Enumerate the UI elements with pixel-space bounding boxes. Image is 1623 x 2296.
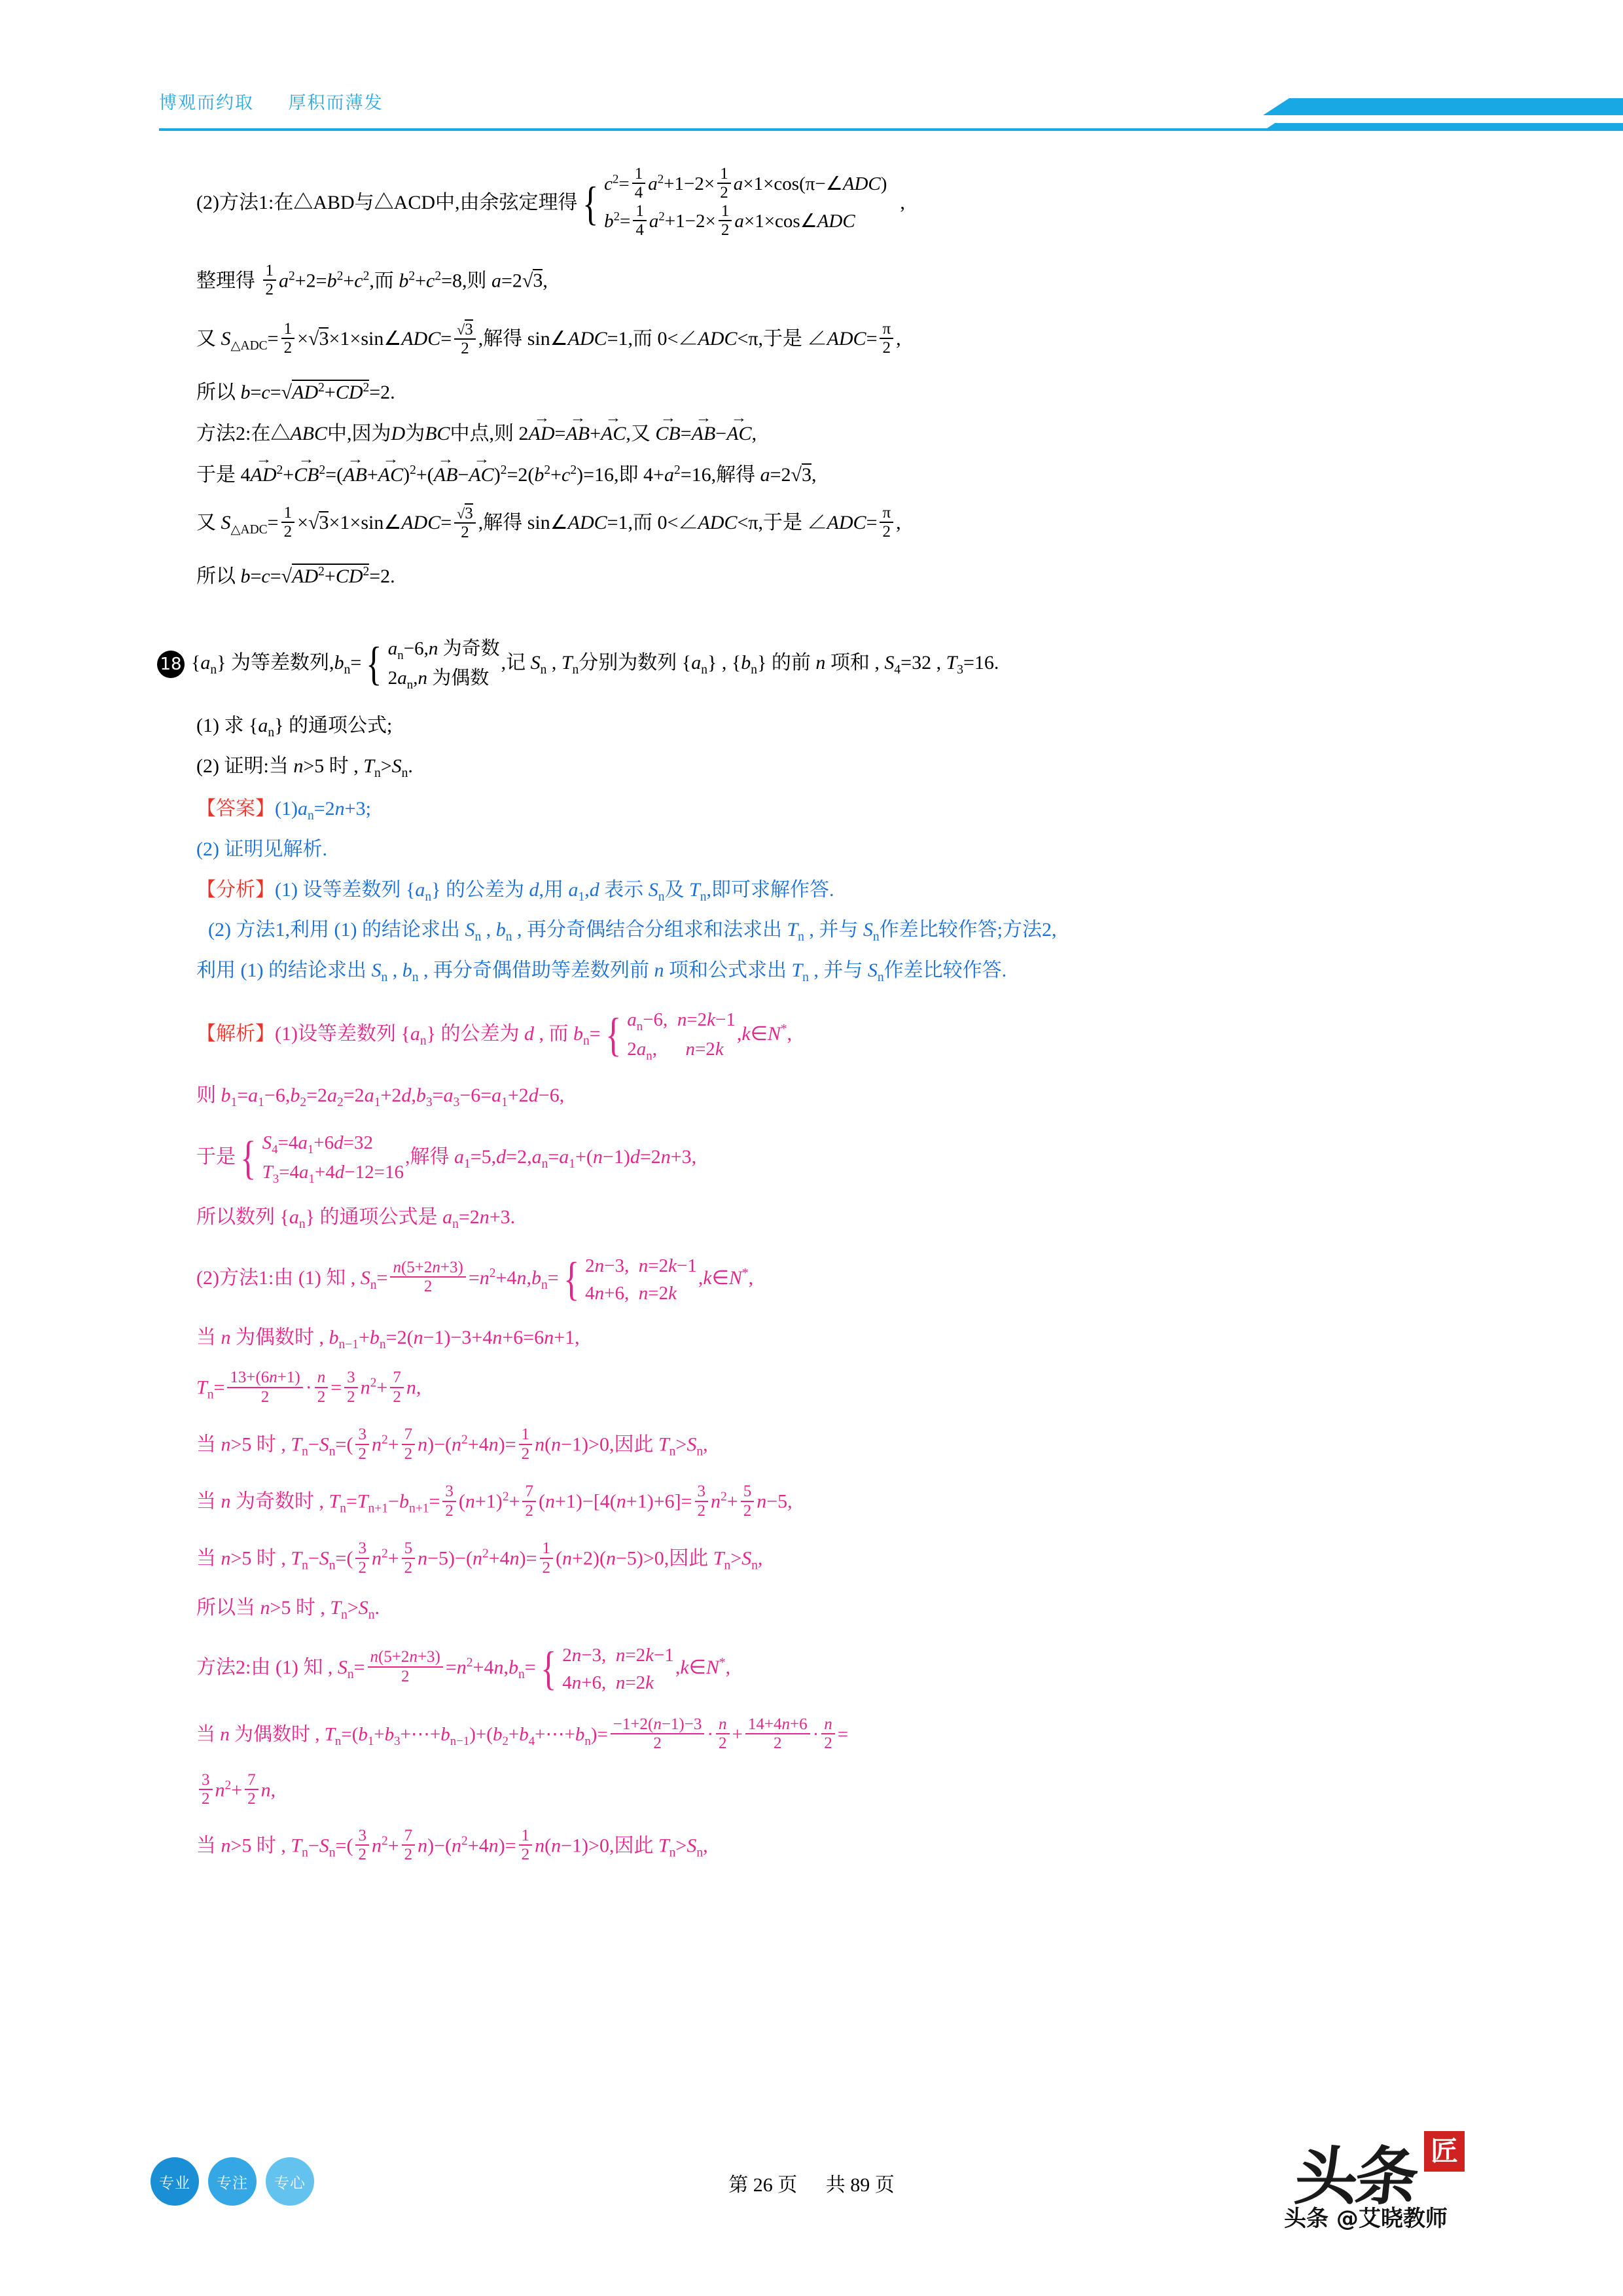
q17-line-4: 所以 $b=c=√AD^2+CD^2=2$. — [196, 381, 395, 403]
footer-page-label: 第 26 页 — [728, 2174, 798, 2196]
q18-answer-line-2: (2) 证明见解析. — [196, 838, 327, 860]
document-body — [160, 165, 1440, 1866]
q18-solution-line-13: 当 n 为偶数时 , $T_n=(b_1+b_3+\cdots+b_{n-1})+(b_2+b_4+\cdots+b_n)=$ $\frac{-1+2(n-1)-3}{2}$ · $\frac{n}{2}$ + $\frac{14+4n+6}{2}$ · $\frac{n}{2}$ = — [196, 1715, 849, 1753]
q18-solution-line-11: 所以当 n>5 时 , $T_n>S_n$. — [196, 1597, 380, 1623]
q18-solution-line-7: $T_n=$ $\frac{13+(6n+1)}{2}$ · $\frac{n}{2}$ = $\frac{3}{2}$ $n^2+$ $\frac{7}{2}$ n, — [196, 1369, 421, 1406]
q18-sol-system-1: { $a_n-6$, n=2k−1 $2a_n$, n=2k — [605, 1009, 736, 1064]
q18-sub-1: (1) 求 $\{a_n\}$ 的通项公式; — [196, 715, 393, 740]
q18-stem: 18 $\{a_n\}$ 为等差数列$,b_n=$ { $a_n-6,n$ 为奇数 $2a_n,n$ 为偶数 ,记 $S_n$ , $T_n$分别为数列 $\{a_n\}$ , $\{b_n\}$ 的前 n 项和 , $S_4=32$ , $T_3=16$. — [157, 635, 1440, 694]
q18-sol-system-4: { 2n−3, n=2k−1 4n+6, n=2k — [540, 1641, 674, 1695]
footer-total-label: 共 89 页 — [825, 2174, 895, 2196]
q17-line-1: (2)方法1:在△ABD与△ACD中,由余弦定理得 { $c^2=$ $\frac{1}{4}$ $a^2+1-2\times$ $\frac{1}{2}$ a×1×cos(π−∠ADC) $b^2=$ $\frac{1}{4}$ $a^2+1-2\times$ $\frac{1}{2}$ a×1×cos∠ADC , — [196, 167, 1440, 242]
publisher-logo — [1284, 2127, 1512, 2232]
q18-solution-line-4: 所以数列 $\{a_n\}$ 的通项公式是 $a_n=2n+3$. — [196, 1206, 516, 1232]
q17-system-1: { $c^2=$ $\frac{1}{4}$ $a^2+1-2\times$ $\frac{1}{2}$ a×1×cos(π−∠ADC) $b^2=$ $\frac{1}{4}$ $a^2+1-2\times$ $\frac{1}{2}$ a×1×cos∠ADC — [582, 165, 887, 240]
q18-number-badge: 18 — [157, 651, 185, 678]
q18-solution-line-3: 于是 { $S_4=4a_1+6d=32$ $T_3=4a_1+4d-12=16$ ,解得 $a_1=5,d=2,a_n=a_1+(n-1)d=2n+3$, — [196, 1129, 1440, 1188]
q18-analysis-line-2: (2) 方法1,利用 (1) 的结论求出 $S_n$ , $b_n$ , 再分奇偶结合分组求和法求出 $T_n$ , 并与 $S_n$作差比较作答;方法2, — [208, 919, 1057, 944]
header-rule — [159, 128, 1468, 131]
footer-badge-1: 专业 — [151, 2157, 199, 2206]
q17-line-7: 又 $S_{\triangle ADC}=$ $\frac{1}{2}$ ×√3×1×sin∠ADC= $\frac{√3}{2}$ ,解得 sin∠ADC=1,而 0<∠ADC<π,于是 ∠ADC= $\frac{\pi}{2}$ , — [196, 503, 901, 542]
footer-badge-3: 专心 — [266, 2157, 314, 2206]
q18-solution-line-2: 则 $b_1=a_1-6,b_2=2a_2=2a_1+2d,b_3=a_3-6=a_1+2d-6$, — [196, 1085, 565, 1110]
q18-sub-2: (2) 证明:当 n>5 时 , $T_n>S_n$. — [196, 755, 413, 780]
q18-analysis-line-1: 【分析】(1) 设等差数列 $\{a_n\}$ 的公差为 d,用 $a_1,d$ 表示 $S_n$及 $T_n$,即可求解作答. — [196, 878, 834, 904]
q17-line-8: 所以 $b=c=√AD^2+CD^2=2$. — [196, 565, 395, 587]
q18-solution-line-6: 当 n 为偶数时 , $b_{n-1}+b_n=2(n-1)-3+4n+6=6n+1$, — [196, 1326, 580, 1352]
header-motto-left: 博观而约取 — [159, 93, 254, 113]
header-motto-right: 厚积而薄发 — [288, 93, 383, 113]
q17-line-3: 又 $S_{\triangle ADC}=$ $\frac{1}{2}$ ×√3×1×sin∠ADC= $\frac{√3}{2}$ ,解得 sin∠ADC=1,而 0<∠ADC<π,于是 ∠ADC= $\frac{\pi}{2}$ , — [196, 319, 901, 358]
logo-handle: 头条 @艾晓教师 — [1284, 2206, 1448, 2232]
q18-solution-line-8: 当 n>5 时 , $T_n-S_n=$( $\frac{3}{2}$ $n^2+$ $\frac{7}{2}$ $n)-(n^2+4n)=$ $\frac{1}{2}$ n(n−1)>0,因此 $T_n>S_n$, — [196, 1426, 708, 1463]
q17-line-6: 于是 $4\to AD^2+\to CB^2=(\to AB+\to AC)^2+(\to AB-\to AC)^2=2(b^2+c^2)=16$,即 $4+a^2=16$,解得 a=2√3, — [196, 463, 1440, 485]
logo-seal: 匠 — [1424, 2131, 1465, 2172]
q18-solution-line-1: 【解析】(1)设等差数列 $\{a_n\}$ 的公差为 d , 而 $b_n=$ { $a_n-6$, n=2k−1 $2a_n$, n=2k ,k∈N*, — [196, 1006, 1440, 1065]
q18-sol-system-2: { $S_4=4a_1+6d=32$ $T_3=4a_1+4d-12=16$ — [240, 1132, 404, 1186]
q17-line1-text: (2)方法1:在△ABD与△ACD中,由余弦定理得 — [196, 191, 578, 213]
q18-solution-line-5: (2)方法1:由 (1) 知 , $S_n=$ $\frac{n(5+2n+3)}{2}$ $=n^2+4n,b_n=$ { 2n−3, n=2k−1 4n+6, n=2k ,k∈N*, — [196, 1252, 1440, 1307]
q18-answer-line-1: 【答案】$(1)a_n=2n+3$; — [196, 798, 371, 823]
q18-solution-line-10: 当 n>5 时 , $T_n-S_n=$( $\frac{3}{2}$ $n^2+$ $\frac{5}{2}$ $n-5)-(n^2+4n)=$ $\frac{1}{2}$ (n+2)(n−5)>0,因此 $T_n>S_n$, — [196, 1539, 763, 1577]
q17-line-5: 方法2:在△ABC中,因为D为BC中点,则 2→ AD=→ AB+→ AC,又 → CB=→ AB−→ AC, — [196, 422, 1440, 444]
header-decor-bar — [1263, 98, 1623, 115]
q18-stem-system: { $a_n-6,n$ 为奇数 $2a_n,n$ 为偶数 — [366, 637, 500, 692]
q18-analysis-line-3: 利用 (1) 的结论求出 $S_n$ , $b_n$ , 再分奇偶借助等差数列前 n 项和公式求出 $T_n$ , 并与 $S_n$作差比较作答. — [196, 959, 1007, 984]
q18-sol-system-3: { 2n−3, n=2k−1 4n+6, n=2k — [563, 1252, 697, 1305]
q18-solution-line-15: 当 n>5 时 , $T_n-S_n=$( $\frac{3}{2}$ $n^2+$ $\frac{7}{2}$ $n)-(n^2+4n)=$ $\frac{1}{2}$ n(n−1)>0,因此 $T_n>S_n$, — [196, 1826, 708, 1864]
q18-solution-line-9: 当 n 为奇数时 , $T_n=T_{n+1}-b_{n+1}=$ $\frac{3}{2}$ $(n+1)^2+$ $\frac{7}{2}$ (n+1)−[4(n+1)+6]= $\frac{3}{2}$ $n^2+$ $\frac{5}{2}$ n−5, — [196, 1482, 793, 1520]
q18-solution-line-12: 方法2:由 (1) 知 , $S_n=$ $\frac{n(5+2n+3)}{2}$ $=n^2+4n,b_n=$ { 2n−3, n=2k−1 4n+6, n=2k ,k∈N*, — [196, 1641, 1440, 1696]
footer-badge-2: 专注 — [208, 2157, 257, 2206]
q18-solution-line-14: $\frac{3}{2}$ $n^2+$ $\frac{7}{2}$ n, — [196, 1773, 1440, 1810]
q17-line-2: 整理得 $\frac{1}{2}$ $a^2+2=b^2+c^2$,而 $b^2+c^2=8$,则 a=2√3, — [196, 262, 548, 299]
header-motto — [159, 88, 383, 114]
logo-mark-text: 头条 — [1291, 2140, 1420, 2214]
